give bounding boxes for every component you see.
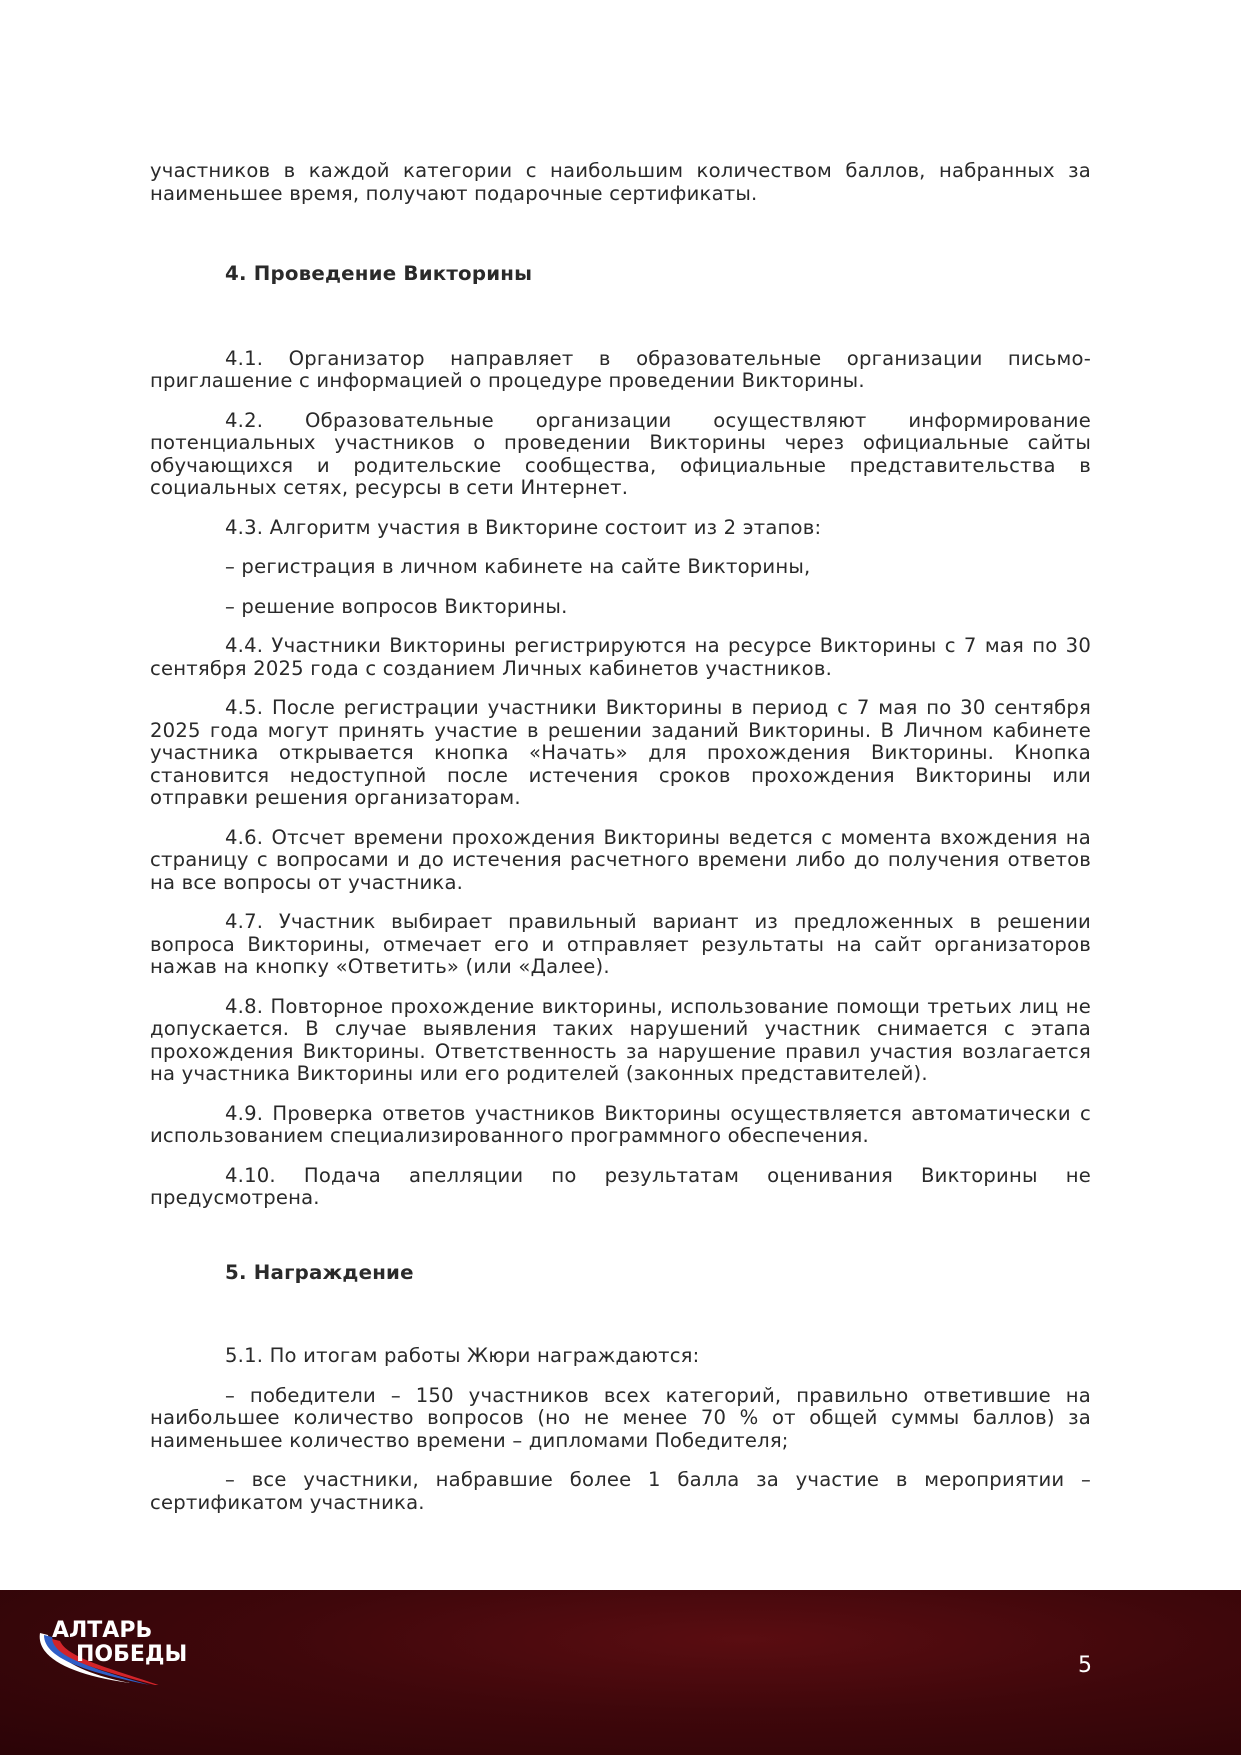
section-4-heading: 4. Проведение Викторины (225, 262, 533, 285)
paragraph-5-1: 5.1. По итогам работы Жюри награждаются: (225, 1344, 700, 1367)
list-item-4-3-a: – регистрация в личном кабинете на сайте Викторины, (225, 555, 811, 578)
paragraph-4-1: 4.1. Организатор направляет в образовательные организации письмо-приглашение с информацией о процедуре проведении Викторины. (150, 346, 1091, 392)
paragraph-4-4: 4.4. Участники Викторины регистрируются на ресурсе Викторины с 7 мая по 30 сентября 2025 года с созданием Личных кабинетов участников. (150, 634, 1091, 680)
document-body (150, 160, 1091, 1531)
intro-paragraph: участников в каждой категории с наибольшим количеством баллов, набранных за наименьшее время, получают подарочные сертификаты. (150, 159, 1091, 205)
logo-text-line1: АЛТАРЬ (52, 1618, 153, 1643)
paragraph-4-10: 4.10. Подача апелляции по результатам оценивания Викторины не предусмотрена. (150, 1163, 1091, 1209)
paragraph-4-5: 4.5. После регистрации участники Викторины в период с 7 мая по 30 сентября 2025 года могут принять участие в решении заданий Викторины. В Личном кабинете участника открывается кнопка «Начать» для прохождения Викторины. Кнопка становится недоступной после истечения сроков прохождения Викторины или отправки решения организаторам. (150, 696, 1091, 809)
paragraph-4-3: 4.3. Алгоритм участия в Викторине состоит из 2 этапов: (225, 515, 822, 539)
paragraph-4-9: 4.9. Проверка ответов участников Викторины осуществляется автоматически с использованием специализированного программного обеспечения. (150, 1101, 1091, 1147)
section-5-heading: 5. Награждение (225, 1260, 414, 1284)
paragraph-4-2: 4.2. Образовательные организации осуществляют информирование потенциальных участников о проведении Викторины через официальные сайты обучающихся и родительские сообщества, официальные представительства в социальных сетях, ресурсы в сети Интернет. (150, 408, 1091, 499)
paragraph-4-8: 4.8. Повторное прохождение викторины, использование помощи третьих лиц не допускается. В случае выявления таких нарушений участник снимается с этапа прохождения Викторины. Ответственность за нарушение правил участия возлагается на участника Викторины или его родителей (законных представителей). (150, 994, 1091, 1085)
paragraph-4-7: 4.7. Участник выбирает правильный вариант из предложенных в решении вопроса Викторины, отмечает его и отправляет результаты на сайт организаторов нажав на кнопку «Ответить» (или «Далее). (150, 910, 1091, 978)
page-number: 5 (1078, 1653, 1092, 1678)
paragraph-4-6: 4.6. Отсчет времени прохождения Викторины ведется с момента вхождения на страницу с вопросами и до истечения расчетного времени либо до получения ответов на все вопросы от участника. (150, 825, 1091, 894)
list-item-5-1-a: – победители – 150 участников всех категорий, правильно ответившие на наибольшее количество вопросов (но не менее 70 % от общей суммы баллов) за наименьшее количество времени – дипломами Победителя; (150, 1383, 1091, 1452)
altar-pobedy-logo (30, 1605, 210, 1685)
logo-text-line2: ПОБЕДЫ (76, 1642, 188, 1667)
list-item-4-3-b: – решение вопросов Викторины. (225, 594, 568, 618)
page-footer (0, 1590, 1241, 1755)
list-item-5-1-b: – все участники, набравшие более 1 балла за участие в мероприятии – сертификатом участника. (150, 1468, 1091, 1514)
